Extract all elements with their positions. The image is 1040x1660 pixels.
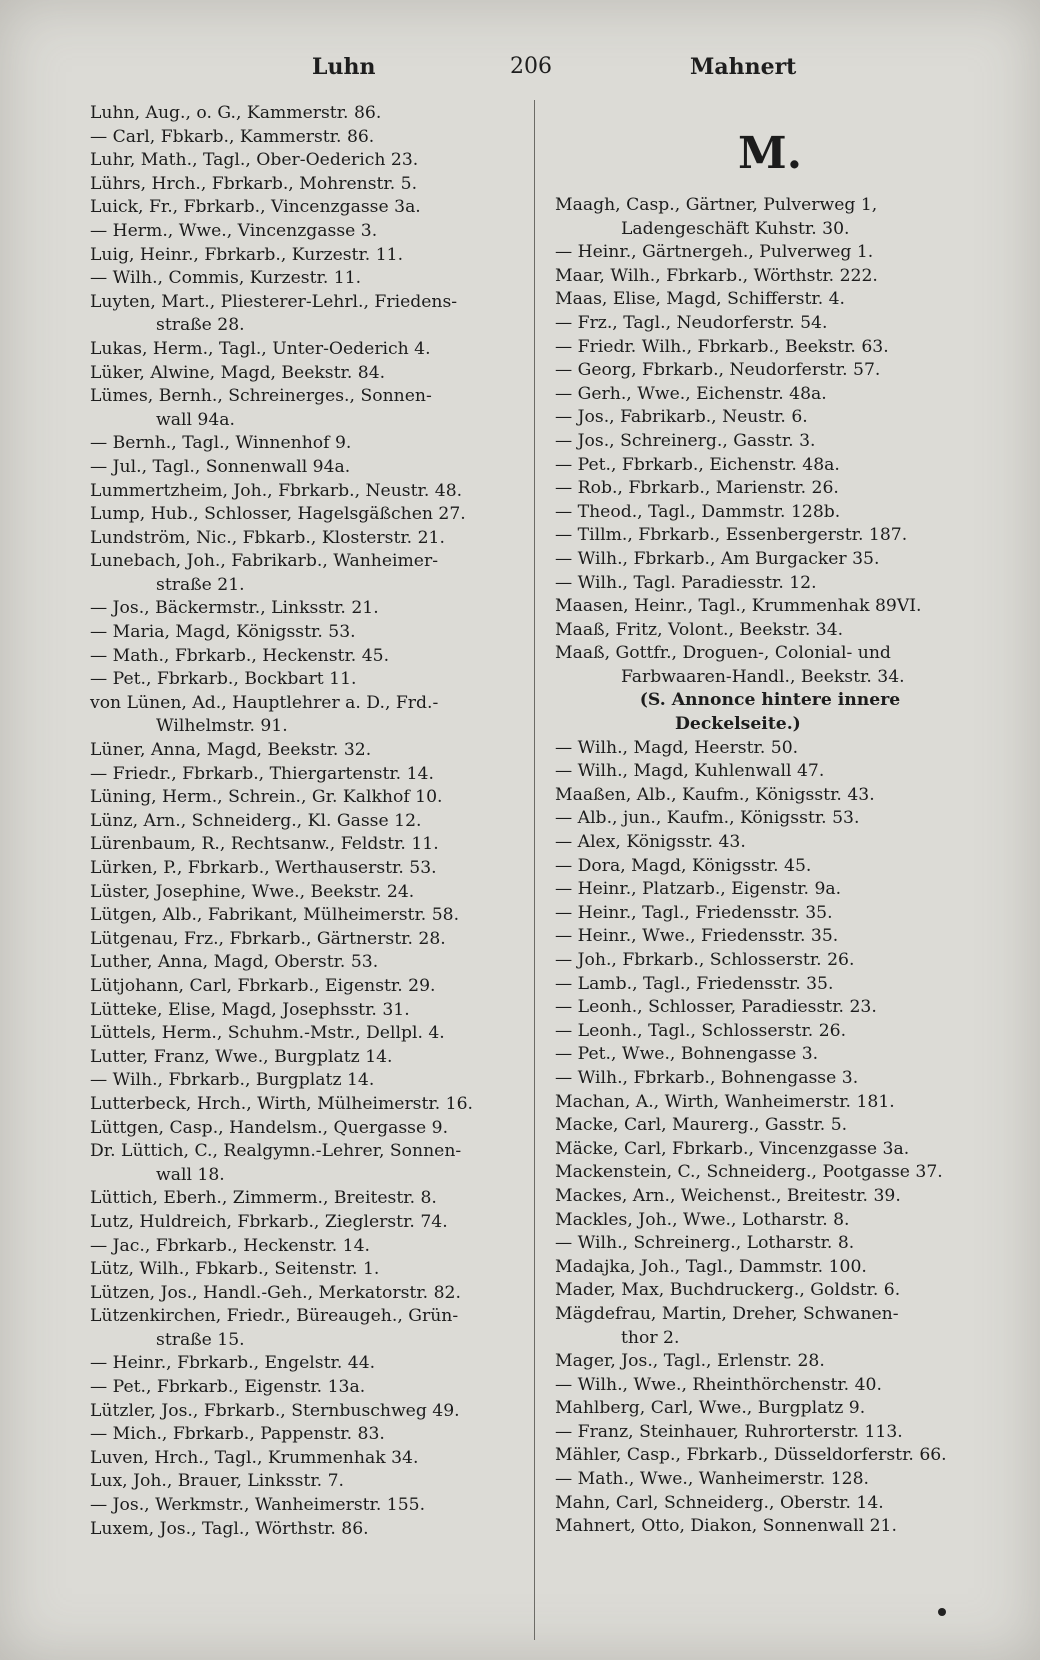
left-column bbox=[90, 102, 530, 1541]
directory-entry: — Wilh., Tagl. Paradiesstr. 12. bbox=[555, 572, 817, 593]
annonce-note: (S. Annonce hintere innere bbox=[639, 690, 901, 711]
directory-entry: Lüner, Anna, Magd, Beekstr. 32. bbox=[90, 740, 372, 761]
directory-entry: — Wilh., Fbrkarb., Am Burgacker 35. bbox=[555, 548, 880, 569]
directory-entry: Macke, Carl, Maurerg., Gasstr. 5. bbox=[555, 1115, 848, 1136]
directory-entry: Lundström, Nic., Fbkarb., Klosterstr. 21. bbox=[90, 527, 445, 548]
directory-entry: Lützler, Jos., Fbrkarb., Sternbuschweg 49. bbox=[90, 1400, 460, 1421]
directory-entry: — Lamb., Tagl., Friedensstr. 35. bbox=[555, 973, 834, 994]
directory-entry: Lunebach, Joh., Fabrikarb., Wanheimer- bbox=[90, 551, 439, 572]
directory-entry: Mackles, Joh., Wwe., Lotharstr. 8. bbox=[555, 1209, 850, 1230]
directory-entry: — Joh., Fbrkarb., Schlosserstr. 26. bbox=[555, 950, 855, 970]
directory-entry: — Heinr., Fbrkarb., Engelstr. 44. bbox=[90, 1353, 376, 1374]
directory-entry: Mähler, Casp., Fbrkarb., Düsseldorferstr. 66. bbox=[555, 1445, 947, 1466]
directory-entry: — Leonh., Tagl., Schlosserstr. 26. bbox=[555, 1020, 847, 1041]
page-header bbox=[80, 50, 980, 90]
directory-entry: Lutz, Huldreich, Fbrkarb., Zieglerstr. 74. bbox=[90, 1211, 448, 1232]
entry-continuation: straße 15. bbox=[156, 1329, 245, 1350]
entry-continuation: thor 2. bbox=[621, 1327, 680, 1348]
directory-entry: Luick, Fr., Fbrkarb., Vincenzgasse 3a. bbox=[90, 197, 421, 218]
section-letter: M. bbox=[737, 128, 803, 179]
directory-entry: Lütgenau, Frz., Fbrkarb., Gärtnerstr. 28. bbox=[90, 928, 446, 949]
right-column bbox=[555, 102, 985, 1539]
directory-entry: — Mich., Fbrkarb., Pappenstr. 83. bbox=[90, 1424, 385, 1445]
directory-entry: Lukas, Herm., Tagl., Unter-Oederich 4. bbox=[90, 338, 431, 359]
directory-entry: — Leonh., Schlosser, Paradiesstr. 23. bbox=[555, 997, 877, 1018]
directory-entry: Luther, Anna, Magd, Oberstr. 53. bbox=[90, 952, 379, 973]
directory-entry: Lüttgen, Casp., Handelsm., Quergasse 9. bbox=[90, 1117, 449, 1138]
directory-entry: — Friedr. Wilh., Fbrkarb., Beekstr. 63. bbox=[555, 336, 889, 357]
directory-entry: Lüker, Alwine, Magd, Beekstr. 84. bbox=[90, 362, 386, 383]
directory-entry: Lümes, Bernh., Schreinerges., Sonnen- bbox=[90, 386, 432, 407]
directory-entry: Mader, Max, Buchdruckerg., Goldstr. 6. bbox=[555, 1280, 901, 1301]
directory-entry: — Wilh., Fbrkarb., Burgplatz 14. bbox=[90, 1070, 375, 1091]
directory-entry: von Lünen, Ad., Hauptlehrer a. D., Frd.- bbox=[90, 692, 439, 713]
directory-entry: — Wilh., Schreinerg., Lotharstr. 8. bbox=[555, 1233, 855, 1254]
directory-entry: — Maria, Magd, Königsstr. 53. bbox=[90, 622, 356, 643]
directory-entry: Mackes, Arn., Weichenst., Breitestr. 39. bbox=[555, 1185, 901, 1206]
directory-entry: — Wilh., Magd, Heerstr. 50. bbox=[555, 737, 799, 758]
directory-entry: — Jos., Fabrikarb., Neustr. 6. bbox=[555, 407, 808, 428]
directory-entry: — Pet., Fbrkarb., Eigenstr. 13a. bbox=[90, 1377, 366, 1398]
directory-entry: Luxem, Jos., Tagl., Wörthstr. 86. bbox=[90, 1518, 369, 1539]
entry-continuation: straße 28. bbox=[156, 315, 245, 336]
directory-entry: — Math., Wwe., Wanheimerstr. 128. bbox=[555, 1469, 869, 1490]
directory-entry: — Heinr., Gärtnergeh., Pulverweg 1. bbox=[555, 242, 874, 263]
entry-continuation: wall 18. bbox=[156, 1164, 225, 1185]
directory-entry: Lux, Joh., Brauer, Linksstr. 7. bbox=[90, 1471, 344, 1492]
directory-entry: — Jos., Bäckermstr., Linksstr. 21. bbox=[90, 598, 379, 619]
directory-entry: Maasen, Heinr., Tagl., Krummenhak 89VI. bbox=[555, 596, 922, 617]
directory-entry: — Gerh., Wwe., Eichenstr. 48a. bbox=[555, 383, 827, 404]
directory-entry: Lüttels, Herm., Schuhm.-Mstr., Dellpl. 4. bbox=[90, 1023, 445, 1044]
directory-entry: — Wilh., Magd, Kuhlenwall 47. bbox=[555, 761, 825, 782]
directory-entry: Lüster, Josephine, Wwe., Beekstr. 24. bbox=[90, 881, 415, 902]
directory-entry: Lutterbeck, Hrch., Wirth, Mülheimerstr. 16. bbox=[90, 1093, 473, 1114]
directory-entry: — Dora, Magd, Königsstr. 45. bbox=[555, 855, 812, 876]
directory-entry: — Carl, Fbkarb., Kammerstr. 86. bbox=[90, 126, 375, 147]
directory-entry: Maas, Elise, Magd, Schifferstr. 4. bbox=[555, 289, 846, 310]
directory-entry: Luhn, Aug., o. G., Kammerstr. 86. bbox=[90, 103, 382, 123]
directory-entry: Maar, Wilh., Fbrkarb., Wörthstr. 222. bbox=[555, 265, 878, 286]
directory-entry: — Wilh., Wwe., Rheinthörchenstr. 40. bbox=[555, 1374, 882, 1395]
directory-entry: — Bernh., Tagl., Winnenhof 9. bbox=[90, 433, 352, 454]
directory-entry: Lützenkirchen, Friedr., Büreaugeh., Grün- bbox=[90, 1306, 459, 1327]
directory-entry: Lütz, Wilh., Fbkarb., Seitenstr. 1. bbox=[90, 1259, 380, 1280]
entry-continuation: straße 21. bbox=[156, 574, 245, 595]
directory-entry: Mahn, Carl, Schneiderg., Oberstr. 14. bbox=[555, 1492, 884, 1513]
entry-continuation: wall 94a. bbox=[156, 409, 235, 430]
directory-entry: Luyten, Mart., Pliesterer-Lehrl., Friedens- bbox=[90, 291, 458, 312]
directory-entry: Maaß, Fritz, Volont., Beekstr. 34. bbox=[555, 619, 844, 640]
directory-entry: — Jos., Werkmstr., Wanheimerstr. 155. bbox=[90, 1495, 426, 1516]
header-left-keyword: Luhn bbox=[312, 54, 376, 80]
page-number: 206 bbox=[510, 54, 552, 79]
directory-entry: Lütteke, Elise, Magd, Josephsstr. 31. bbox=[90, 999, 410, 1020]
directory-entry: — Friedr., Fbrkarb., Thiergartenstr. 14. bbox=[90, 763, 434, 784]
directory-entry: — Heinr., Tagl., Friedensstr. 35. bbox=[555, 902, 833, 923]
directory-entry: — Tillm., Fbrkarb., Essenbergerstr. 187. bbox=[555, 525, 908, 546]
directory-entry: Lump, Hub., Schlosser, Hagelsgäßchen 27. bbox=[90, 504, 466, 525]
directory-entry: — Rob., Fbrkarb., Marienstr. 26. bbox=[555, 478, 839, 499]
directory-entry: Lütjohann, Carl, Fbrkarb., Eigenstr. 29. bbox=[90, 975, 436, 996]
directory-entry: Mahlberg, Carl, Wwe., Burgplatz 9. bbox=[555, 1398, 866, 1419]
directory-entry: — Wilh., Commis, Kurzestr. 11. bbox=[90, 268, 362, 289]
directory-entry: — Franz, Steinhauer, Ruhrorterstr. 113. bbox=[555, 1421, 903, 1442]
directory-entry: Lutter, Franz, Wwe., Burgplatz 14. bbox=[90, 1046, 393, 1067]
directory-entry: — Herm., Wwe., Vincenzgasse 3. bbox=[90, 220, 378, 241]
column-divider bbox=[534, 100, 535, 1640]
directory-entry: Mahnert, Otto, Diakon, Sonnenwall 21. bbox=[555, 1516, 897, 1537]
entry-continuation: Ladengeschäft Kuhstr. 30. bbox=[621, 218, 850, 239]
directory-entry: — Jos., Schreinerg., Gasstr. 3. bbox=[555, 430, 816, 451]
directory-entry: Lüttich, Eberh., Zimmerm., Breitestr. 8. bbox=[90, 1188, 437, 1209]
directory-entry: Mager, Jos., Tagl., Erlenstr. 28. bbox=[555, 1351, 825, 1372]
directory-entry: — Jul., Tagl., Sonnenwall 94a. bbox=[90, 456, 351, 477]
directory-entry: — Heinr., Platzarb., Eigenstr. 9a. bbox=[555, 879, 842, 900]
entry-continuation: Farbwaaren-Handl., Beekstr. 34. bbox=[621, 666, 905, 687]
directory-entry: Dr. Lüttich, C., Realgymn.-Lehrer, Sonnen- bbox=[90, 1141, 462, 1162]
directory-entry: Lützen, Jos., Handl.-Geh., Merkatorstr. 82. bbox=[90, 1282, 461, 1303]
directory-entry: — Frz., Tagl., Neudorferstr. 54. bbox=[555, 312, 828, 333]
directory-entry: — Math., Fbrkarb., Heckenstr. 45. bbox=[90, 645, 390, 666]
directory-entry: Lüning, Herm., Schrein., Gr. Kalkhof 10. bbox=[90, 787, 443, 808]
directory-entry: — Alex, Königsstr. 43. bbox=[555, 832, 746, 853]
directory-entry: Lürken, P., Fbrkarb., Werthauserstr. 53. bbox=[90, 858, 437, 878]
directory-entry: Lürenbaum, R., Rechtsanw., Feldstr. 11. bbox=[90, 834, 439, 855]
directory-entry: Lütgen, Alb., Fabrikant, Mülheimerstr. 58. bbox=[90, 905, 460, 926]
directory-entry: Machan, A., Wirth, Wanheimerstr. 181. bbox=[555, 1091, 895, 1112]
directory-entry: Luig, Heinr., Fbrkarb., Kurzestr. 11. bbox=[90, 244, 404, 265]
directory-entry: — Georg, Fbrkarb., Neudorferstr. 57. bbox=[555, 360, 881, 381]
directory-entry: Maaßen, Alb., Kaufm., Königsstr. 43. bbox=[555, 784, 875, 805]
directory-entry: Mäcke, Carl, Fbrkarb., Vincenzgasse 3a. bbox=[555, 1138, 910, 1159]
header-right-keyword: Mahnert bbox=[690, 54, 797, 80]
directory-entry: — Wilh., Fbrkarb., Bohnengasse 3. bbox=[555, 1067, 859, 1088]
entry-continuation: Wilhelmstr. 91. bbox=[156, 716, 288, 737]
directory-entry: Lünz, Arn., Schneiderg., Kl. Gasse 12. bbox=[90, 810, 422, 831]
directory-entry: Maaß, Gottfr., Droguen-, Colonial- und bbox=[555, 643, 891, 664]
directory-entry: Mägdefrau, Martin, Dreher, Schwanen- bbox=[555, 1303, 899, 1324]
directory-entry: — Pet., Wwe., Bohnengasse 3. bbox=[555, 1044, 819, 1065]
directory-entry: Lührs, Hrch., Fbrkarb., Mohrenstr. 5. bbox=[90, 173, 418, 194]
directory-entry: — Pet., Fbrkarb., Eichenstr. 48a. bbox=[555, 454, 840, 475]
directory-entry: Luhr, Math., Tagl., Ober-Oederich 23. bbox=[90, 150, 419, 171]
directory-entry: — Theod., Tagl., Dammstr. 128b. bbox=[555, 501, 841, 522]
right-column-entries bbox=[555, 194, 985, 1539]
directory-entry: — Alb., jun., Kaufm., Königsstr. 53. bbox=[555, 808, 860, 829]
directory-entry: — Jac., Fbrkarb., Heckenstr. 14. bbox=[90, 1235, 370, 1256]
directory-entry: — Pet., Fbrkarb., Bockbart 11. bbox=[90, 669, 357, 690]
directory-entry: Mackenstein, C., Schneiderg., Pootgasse 37. bbox=[555, 1162, 943, 1183]
directory-entry: Madajka, Joh., Tagl., Dammstr. 100. bbox=[555, 1256, 867, 1277]
directory-entry: — Heinr., Wwe., Friedensstr. 35. bbox=[555, 926, 839, 947]
annonce-note: Deckelseite.) bbox=[675, 714, 801, 735]
ink-dot bbox=[938, 1608, 946, 1616]
directory-entry: Luven, Hrch., Tagl., Krummenhak 34. bbox=[90, 1447, 419, 1468]
directory-entry: Maagh, Casp., Gärtner, Pulverweg 1, bbox=[555, 195, 878, 215]
directory-entry: Lummertzheim, Joh., Fbrkarb., Neustr. 48. bbox=[90, 480, 463, 501]
